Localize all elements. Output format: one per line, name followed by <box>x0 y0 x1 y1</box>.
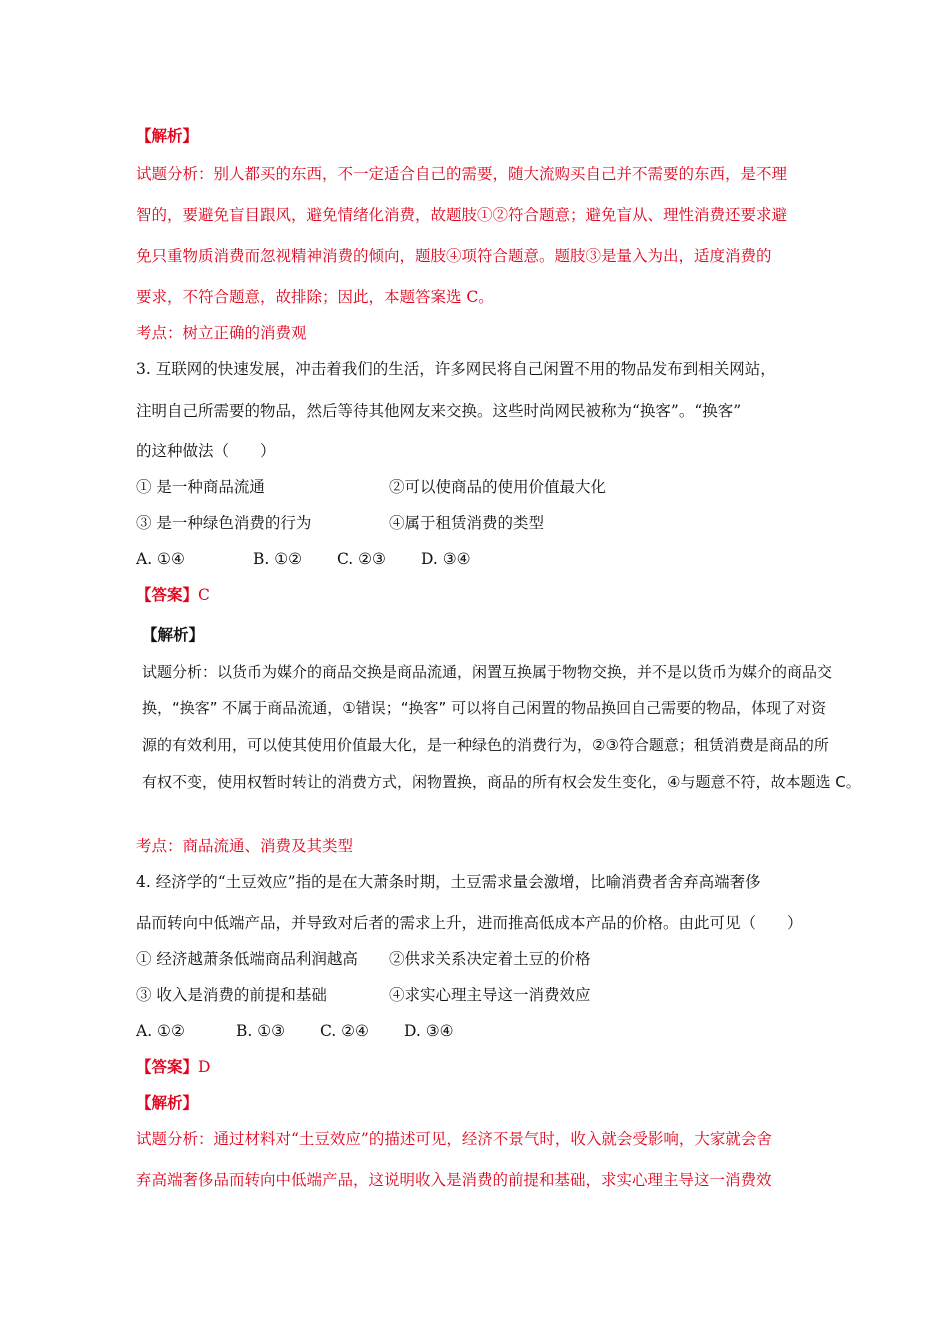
q2-kaodian: 考点：树立正确的消费观 <box>136 324 307 342</box>
q3-analysis-line-3: 源的有效利用，可以使其使用价值最大化，是一种绿色的消费行为，②③符合题意；租赁消费是商品的所 <box>142 736 829 754</box>
q2-analysis-line-1: 试题分析：别人都买的东西，不一定适合自己的需要，随大流购买自己并不需要的东西，是不理 <box>136 165 788 183</box>
q4-option-3: ③ 收入是消费的前提和基础 <box>136 986 327 1004</box>
q4-analysis-line-2: 弃高端奢侈品而转向中低端产品，这说明收入是消费的前提和基础，求实心理主导这一消费效 <box>136 1171 772 1189</box>
q2-analysis-line-4: 要求，不符合题意，故排除；因此，本题答案选 C。 <box>136 288 494 306</box>
q3-choices <box>136 549 471 569</box>
q4-option-row-1 <box>136 949 591 969</box>
q3-option-row-2 <box>136 513 545 533</box>
q4-stem-line-1: 4. 经济学的“土豆效应”指的是在大萧条时期，土豆需求量会激增，比喻消费者舍弃高端奢侈 <box>136 873 761 891</box>
q2-analysis-line-3: 免只重物质消费而忽视精神消费的倾向，题肢④项符合题意。题肢③是量入为出，适度消费的 <box>136 247 772 265</box>
q4-option-2: ②供求关系决定着土豆的价格 <box>389 950 591 968</box>
q3-stem-line-3: 的这种做法（ ） <box>136 442 276 460</box>
q2-jiexi-label: 【解析】 <box>136 126 199 145</box>
q3-choice-a: A. ①④ <box>136 550 185 568</box>
q3-option-4: ④属于租赁消费的类型 <box>389 514 545 532</box>
q4-choices <box>136 1021 454 1041</box>
q4-choice-d: D. ③④ <box>404 1022 454 1040</box>
q3-choice-b: B. ①② <box>253 550 303 568</box>
q2-analysis-line-2: 智的，要避免盲目跟风，避免情绪化消费，故题肢①②符合题意；避免盲从、理性消费还要求避 <box>136 206 788 224</box>
q4-stem-line-2: 品而转向中低端产品，并导致对后者的需求上升，进而推高低成本产品的价格。由此可见（ ） <box>136 914 803 932</box>
q3-option-row-1 <box>136 477 607 497</box>
q4-analysis-line-1: 试题分析：通过材料对“土豆效应”的描述可见，经济不景气时，收入就会受影响，大家就会舍 <box>136 1130 772 1148</box>
q4-choice-a: A. ①② <box>136 1022 185 1040</box>
q3-analysis-line-4: 有权不变，使用权暂时转让的消费方式，闲物置换，商品的所有权会发生变化，④与题意不符，故本题选 C。 <box>142 773 861 791</box>
q3-analysis-line-1: 试题分析：以货币为媒介的商品交换是商品流通，闲置互换属于物物交换，并不是以货币为媒介的商品交 <box>142 663 833 681</box>
q3-answer-value: C <box>198 586 210 604</box>
q4-jiexi-label: 【解析】 <box>136 1093 199 1112</box>
q4-option-4: ④求实心理主导这一消费效应 <box>389 986 591 1004</box>
q4-option-1: ① 经济越萧条低端商品利润越高 <box>136 950 358 968</box>
q3-jiexi-label: 【解析】 <box>142 625 205 644</box>
q3-option-1: ① 是一种商品流通 <box>136 478 265 496</box>
q3-answer <box>136 585 210 605</box>
q3-answer-label: 【答案】 <box>136 585 199 604</box>
q4-choice-b: B. ①③ <box>236 1022 286 1040</box>
q4-choice-c: C. ②④ <box>320 1022 369 1040</box>
q3-stem-line-1: 3. 互联网的快速发展，冲击着我们的生活，许多网民将自己闲置不用的物品发布到相关网站， <box>136 360 776 378</box>
q4-answer-label: 【答案】 <box>136 1057 199 1076</box>
q3-analysis-line-2: 换，“换客” 不属于商品流通，①错误；“换客” 可以将自己闲置的物品换回自己需要的物品，体现了对资 <box>142 699 827 717</box>
q4-answer <box>136 1057 210 1077</box>
q3-kaodian: 考点：商品流通、消费及其类型 <box>136 837 354 855</box>
q3-choice-d: D. ③④ <box>421 550 471 568</box>
q4-option-row-2 <box>136 985 591 1005</box>
q3-choice-c: C. ②③ <box>337 550 386 568</box>
q3-stem-line-2: 注明自己所需要的物品，然后等待其他网友来交换。这些时尚网民被称为“换客”。“换客” <box>136 402 742 420</box>
q4-answer-value: D <box>198 1058 211 1076</box>
q3-option-2: ②可以使商品的使用价值最大化 <box>389 478 607 496</box>
q3-option-3: ③ 是一种绿色消费的行为 <box>136 514 312 532</box>
